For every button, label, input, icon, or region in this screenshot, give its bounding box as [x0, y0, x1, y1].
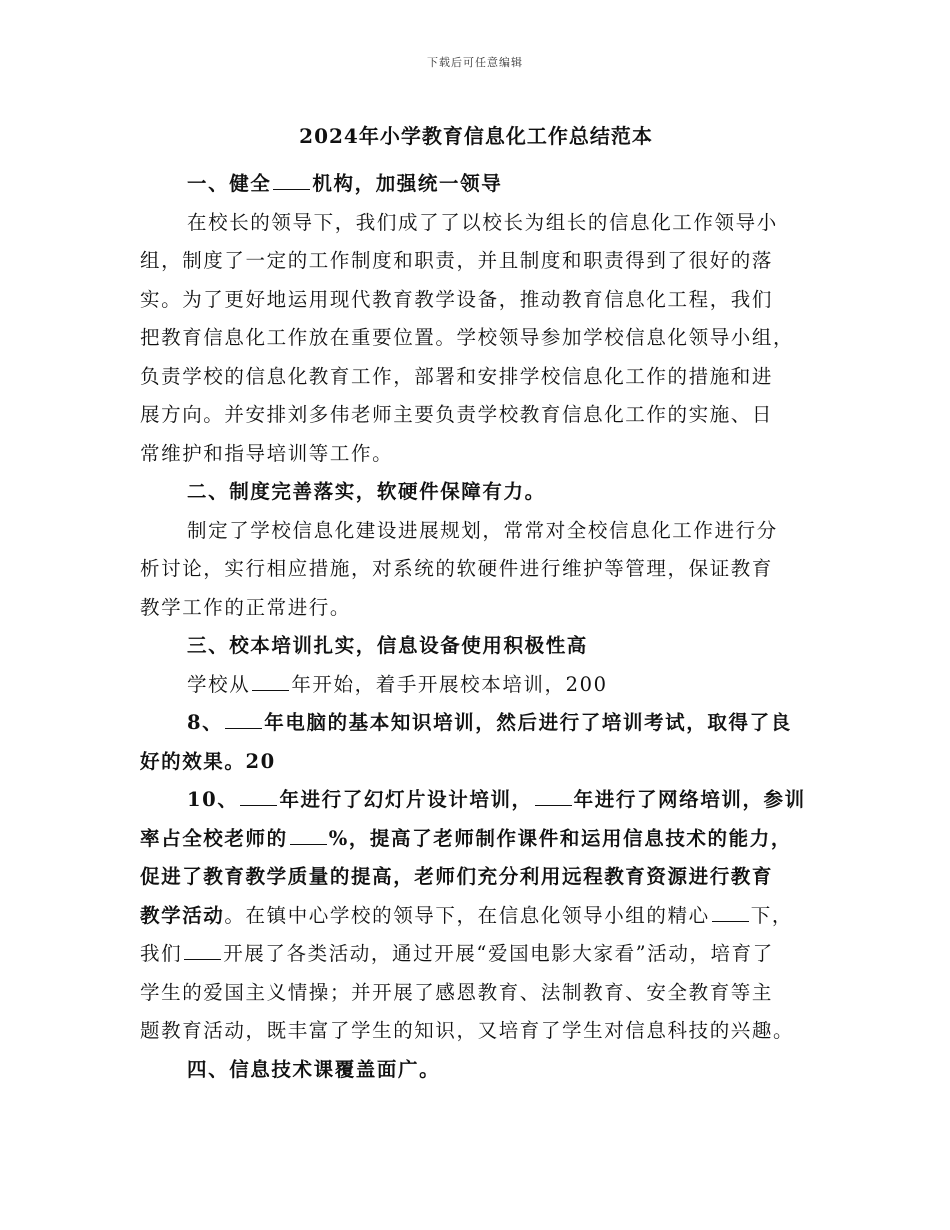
- paragraph-line: [140, 666, 812, 705]
- text-run: 率占全校老师的: [140, 826, 288, 850]
- text-run-bold: 教学活动: [140, 903, 225, 927]
- paragraph-line: 在校长的领导下，我们成了了以校长为组长的信息化工作领导小: [187, 210, 778, 234]
- blank-underline: [273, 188, 310, 190]
- document-body: [140, 120, 812, 1089]
- paragraph-line: [140, 781, 812, 820]
- paragraph-line: 组，制度了一定的工作制度和职责，并且制度和职责得到了很好的落: [140, 249, 774, 272]
- paragraph-line: [140, 704, 812, 743]
- paragraph-line: 学生的爱国主义情操；并开展了感恩教育、法制教育、安全教育等主: [140, 980, 774, 1004]
- paragraph-line: 题教育活动，既丰富了学生的知识，又培育了学生对信息科技的兴趣。: [140, 1019, 795, 1042]
- paragraph-line: 促进了教育教学质量的提高，老师们充分利用远程教育资源进行教育: [140, 865, 774, 888]
- text-run: 开展了各类活动，通过开展“爱国电影大家看”活动，培育了: [223, 942, 774, 965]
- document-title: 2024年小学教育信息化工作总结范本: [299, 124, 653, 148]
- blank-underline: [225, 727, 262, 729]
- section-heading-1: [140, 165, 812, 204]
- text-run: 8、: [187, 711, 224, 734]
- text-run: 年进行了幻灯片设计培训，: [279, 788, 533, 811]
- paragraph-line: [140, 897, 812, 936]
- paragraph-line: 展方向。并安排刘多伟老师主要负责学校教育信息化工作的实施、日: [140, 403, 774, 426]
- section-heading-3: 三、校本培训扎实，信息设备使用积极性高: [187, 634, 588, 657]
- paragraph-line: 好的效果。20: [140, 749, 276, 773]
- paragraph-line: 常维护和指导培训等工作。: [140, 441, 394, 465]
- text-run: 年进行了网络培训，参训: [573, 788, 806, 811]
- paragraph-line: 析讨论，实行相应措施，对系统的软硬件进行维护等管理，保证教育: [140, 557, 774, 580]
- blank-underline: [184, 958, 221, 960]
- blank-underline: [535, 804, 572, 806]
- blank-underline: [252, 689, 289, 691]
- paragraph-line: 负责学校的信息化教育工作，部署和安排学校信息化工作的措施和进: [140, 364, 774, 388]
- text-run: 学校从: [187, 672, 251, 696]
- text-run: 。在镇中心学校的领导下，在信息化领导小组的精心: [224, 903, 710, 927]
- text-run: %，提高了老师制作课件和运用信息技术的能力，: [328, 826, 792, 850]
- blank-underline: [290, 843, 327, 845]
- paragraph-line: 教学工作的正常进行。: [140, 595, 352, 619]
- paragraph-line: 制定了学校信息化建设进展规划，常常对全校信息化工作进行分: [187, 518, 778, 542]
- section-heading-1-part-a: 一、健全: [187, 172, 272, 195]
- section-heading-2: 二、制度完善落实，软硬件保障有力。: [187, 480, 546, 503]
- paragraph-line: 把教育信息化工作放在重要位置。学校领导参加学校信息化领导小组，: [140, 326, 795, 349]
- blank-underline: [240, 804, 277, 806]
- text-run: 我们: [140, 942, 183, 965]
- section-heading-1-part-b: 机构，加强统一领导: [312, 172, 503, 195]
- section-heading-4: 四、信息技术课覆盖面广。: [187, 1057, 441, 1081]
- text-run: 下，: [750, 903, 793, 927]
- paragraph-line: [140, 820, 812, 859]
- page-header-note: 下载后可任意编辑: [427, 56, 523, 69]
- text-run: 年开始，着手开展校本培训，200: [291, 672, 608, 696]
- paragraph-line: 实。为了更好地运用现代教育教学设备，推动教育信息化工程，我们: [140, 287, 774, 311]
- blank-underline: [712, 920, 749, 922]
- text-run: 10、: [187, 788, 239, 811]
- paragraph-line: [140, 935, 812, 974]
- text-run: 年电脑的基本知识培训，然后进行了培训考试，取得了良: [264, 711, 792, 734]
